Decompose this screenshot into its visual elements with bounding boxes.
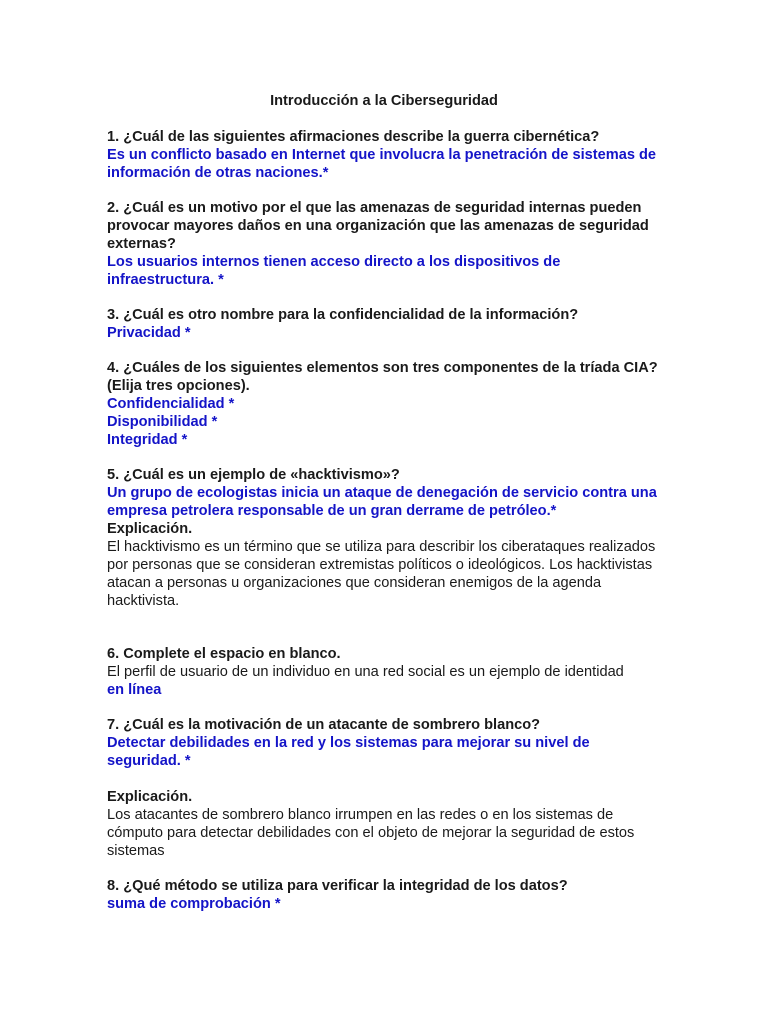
document-title: Introducción a la Ciberseguridad (270, 93, 498, 109)
question-3 (107, 306, 667, 342)
explanation-label: Explicación. (107, 789, 193, 805)
question-text: 2. ¿Cuál es un motivo por el que las amenazas de seguridad internas pueden provocar mayores daños en una organización que las amenazas de seguridad externas? (107, 200, 649, 252)
answer-text: Confidencialidad * (107, 396, 235, 412)
answer-text: Disponibilidad * (107, 414, 218, 430)
explanation-text: El hacktivismo es un término que se utiliza para describir los ciberataques realizados por personas que se consideran extremistas políticos o ideológicos. Los hacktivistas atacan a personas u organizaciones que consideran enemigos de la agenda hacktivista. (107, 539, 656, 609)
question-4 (107, 359, 667, 449)
answer-text: Un grupo de ecologistas inicia un ataque de denegación de servicio contra una empresa petrolera responsable de un gran derrame de petróleo.* (107, 485, 657, 519)
question-text: 5. ¿Cuál es un ejemplo de «hacktivismo»? (107, 467, 400, 483)
question-text: 8. ¿Qué método se utiliza para verificar la integridad de los datos? (107, 878, 568, 894)
question-text: 7. ¿Cuál es la motivación de un atacante de sombrero blanco? (107, 717, 541, 733)
question-text: 3. ¿Cuál es otro nombre para la confidencialidad de la información? (107, 307, 579, 323)
question-prompt: El perfil de usuario de un individuo en una red social es un ejemplo de identidad (107, 664, 624, 680)
answer-text: suma de comprobación * (107, 896, 281, 912)
question-5 (107, 466, 667, 610)
explanation-text: Los atacantes de sombrero blanco irrumpen en las redes o en los sistemas de cómputo para detectar debilidades con el objeto de mejorar la seguridad de estos sistemas (107, 807, 635, 859)
explanation-label: Explicación. (107, 521, 193, 537)
answer-text: Los usuarios internos tienen acceso directo a los dispositivos de infraestructura. * (107, 254, 561, 288)
question-text: 4. ¿Cuáles de los siguientes elementos son tres componentes de la tríada CIA? (Elija tres opciones). (107, 360, 658, 394)
answer-text: Es un conflicto basado en Internet que involucra la penetración de sistemas de información de otras naciones.* (107, 147, 657, 181)
answer-text: Privacidad * (107, 325, 191, 341)
question-6 (107, 645, 667, 699)
answer-text: en línea (107, 682, 162, 698)
question-8 (107, 877, 667, 913)
question-1 (107, 128, 667, 182)
answer-text: Detectar debilidades en la red y los sistemas para mejorar su nivel de seguridad. * (107, 735, 590, 769)
question-2 (107, 199, 667, 289)
explanation-block (107, 788, 667, 860)
question-7 (107, 716, 667, 860)
document-page (107, 92, 667, 930)
question-text: 1. ¿Cuál de las siguientes afirmaciones describe la guerra cibernética? (107, 129, 600, 145)
question-text: 6. Complete el espacio en blanco. (107, 646, 341, 662)
answer-text: Integridad * (107, 432, 188, 448)
